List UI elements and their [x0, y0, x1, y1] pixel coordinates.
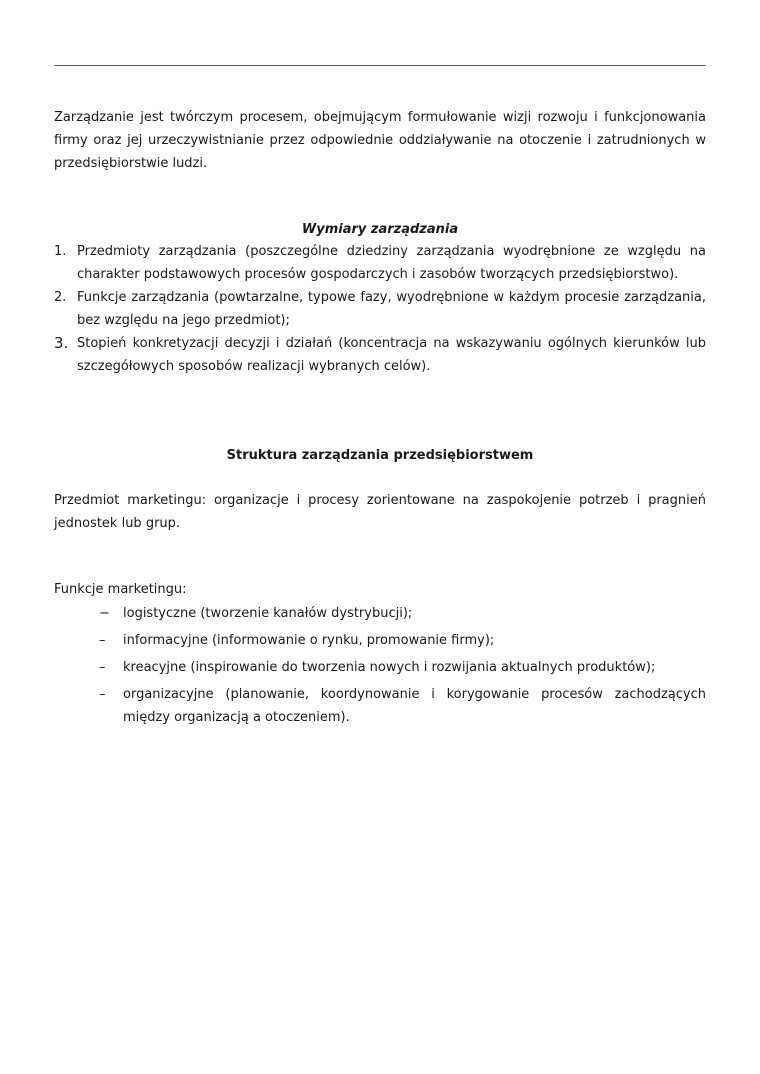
- dash-bullet: –: [99, 633, 106, 648]
- dash-bullet: −: [99, 606, 110, 621]
- dash-bullet: –: [99, 660, 106, 675]
- list-item: [54, 683, 706, 729]
- list-item: [54, 240, 706, 286]
- list-item-text: Przedmioty zarządzania (poszczególne dziedziny zarządzania wyodrębnione ze względu na charakter podstawowych procesów gospodarczych i zasobów tworzących przedsiębiorstwo).: [77, 244, 706, 282]
- list-item-text: kreacyjne (inspirowanie do tworzenia nowych i rozwijania aktualnych produktów);: [123, 660, 656, 675]
- list-item: [54, 286, 706, 332]
- intro-paragraph: Zarządzanie jest twórczym procesem, obejmującym formułowanie wizji rozwoju i funkcjonowania firmy oraz jej urzeczywistnianie przez odpowiednie oddziaływanie na otoczenie i zatrudnionych w przedsiębiorstwie ludzi.: [54, 110, 706, 171]
- dimensions-list: [54, 240, 706, 378]
- list-item: [54, 629, 706, 652]
- list-item-text: organizacyjne (planowanie, koordynowanie i korygowanie procesów zachodzących między organizacją a otoczeniem).: [123, 687, 706, 725]
- list-item-text: logistyczne (tworzenie kanałów dystrybucji);: [123, 606, 413, 621]
- list-item: [54, 656, 706, 679]
- marketing-functions-label: Funkcje marketingu:: [54, 582, 187, 597]
- list-number: 1.: [54, 244, 67, 259]
- list-item: [54, 602, 706, 625]
- list-item-text: Funkcje zarządzania (powtarzalne, typowe fazy, wyodrębnione w każdym procesie zarządzania, bez względu na jego przedmiot);: [77, 290, 706, 328]
- structure-heading: Struktura zarządzania przedsiębiorstwem: [226, 448, 534, 463]
- list-item: [54, 332, 706, 378]
- dimensions-heading: Wymiary zarządzania: [301, 222, 459, 237]
- list-item-text: informacyjne (informowanie o rynku, promowanie firmy);: [123, 633, 495, 648]
- list-number: 2.: [54, 290, 67, 305]
- marketing-subject-paragraph: Przedmiot marketingu: organizacje i procesy zorientowane na zaspokojenie potrzeb i pragnień jednostek lub grup.: [54, 493, 706, 531]
- list-number: 3.: [54, 334, 69, 352]
- header-rule: [54, 65, 706, 66]
- marketing-functions-list: [54, 602, 706, 729]
- dash-bullet: –: [99, 687, 106, 702]
- list-item-text: Stopień konkretyzacji decyzji i działań (koncentracja na wskazywaniu ogólnych kierunków lub szczegółowych sposobów realizacji wybranych celów).: [77, 336, 706, 374]
